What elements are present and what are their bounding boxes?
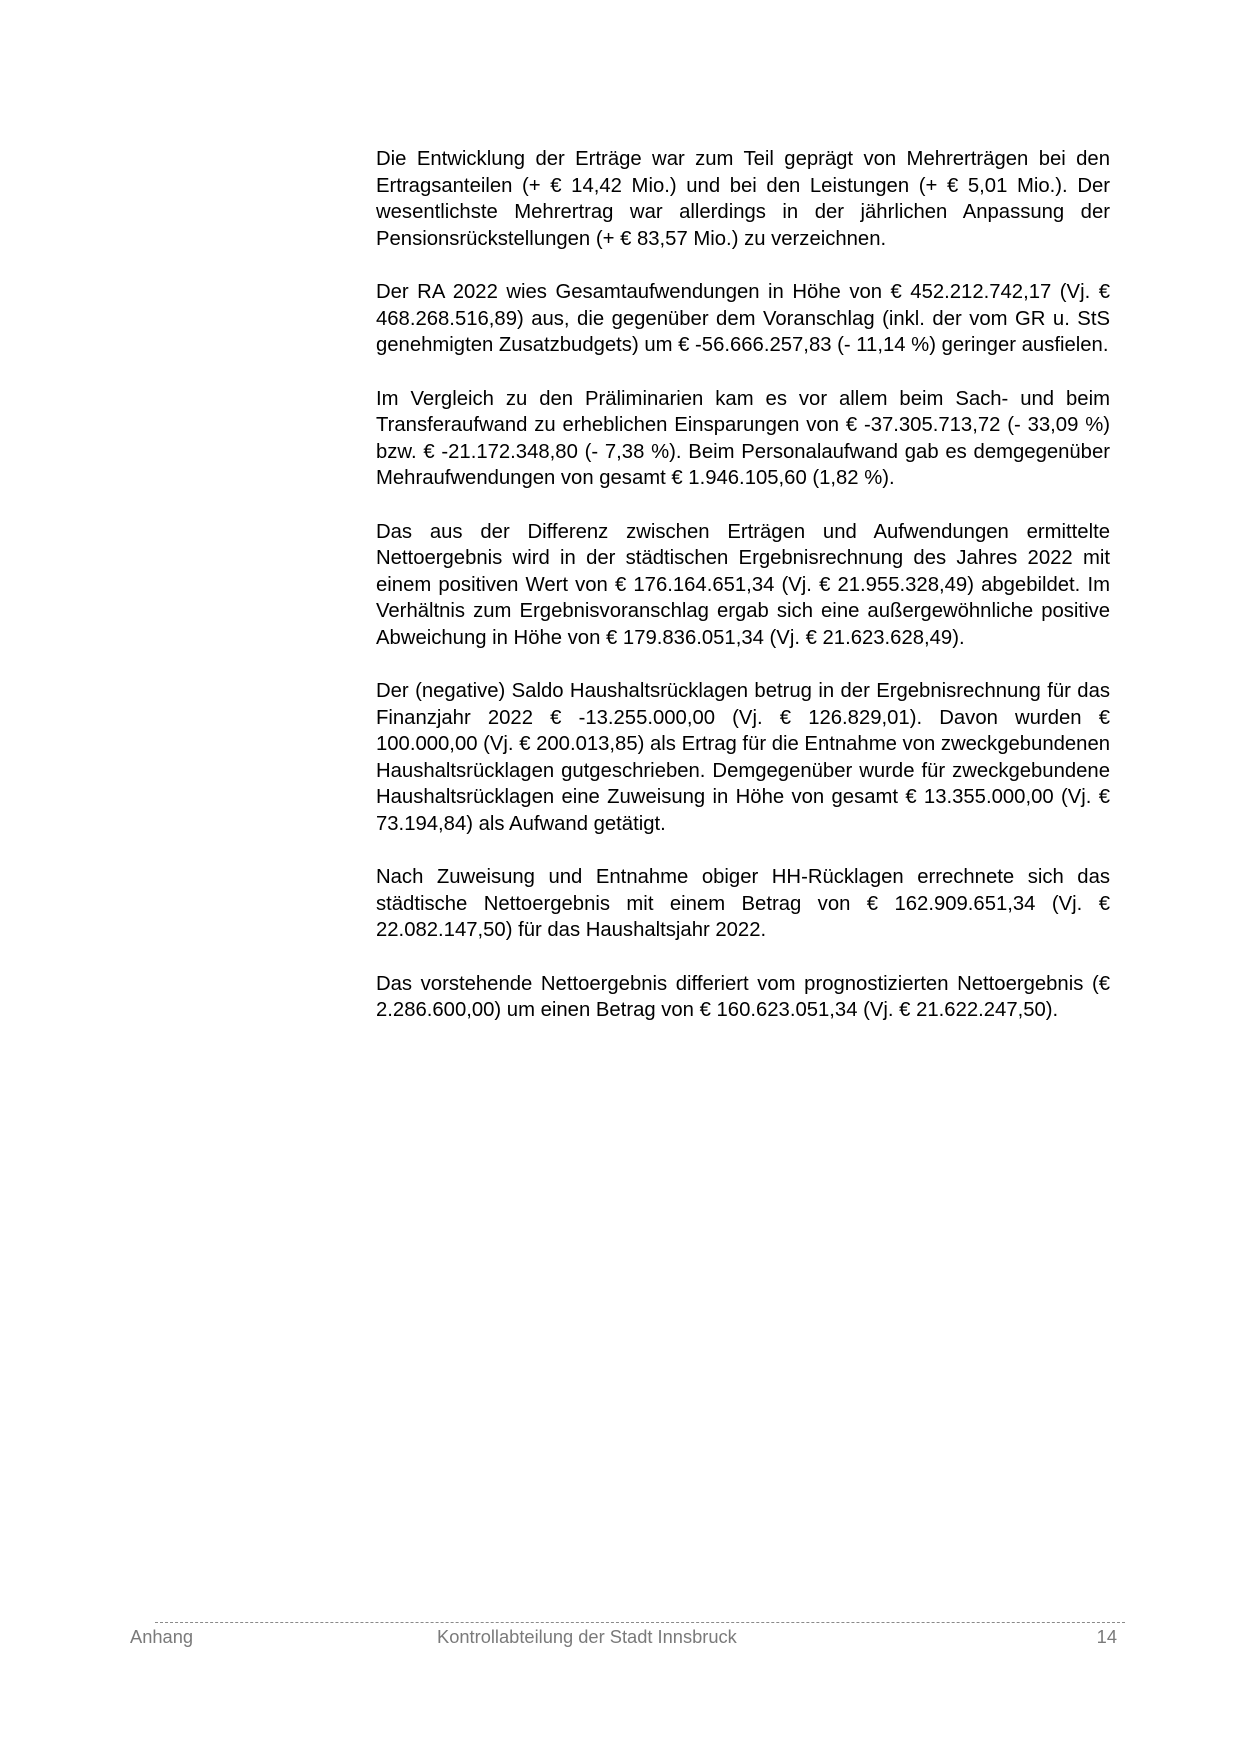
- footer-organization: Kontrollabteilung der Stadt Innsbruck: [437, 1626, 737, 1647]
- footer-divider: [155, 1622, 1125, 1623]
- paragraph-gesamtaufwendungen: Der RA 2022 wies Gesamtaufwendungen in Höhe von € 452.212.742,17 (Vj. € 468.268.516,89) aus, die gegenüber dem Voranschlag (inkl. der vom GR u. StS genehmigten Zusatzbudgets) um € -56.666.257,83 (- 11,14 %) geringer ausfielen.: [376, 281, 1110, 356]
- paragraph-ertraege: Die Entwicklung der Erträge war zum Teil geprägt von Mehrerträgen bei den Ertragsanteilen (+ € 14,42 Mio.) und bei den Leistungen (+ € 5,01 Mio.). Der wesentlichste Mehrertrag war allerdings in der jährlichen Anpassung der Pensionsrückstellungen (+ € 83,57 Mio.) zu verzeichnen.: [376, 148, 1110, 250]
- paragraph-prognose-abweichung: Das vorstehende Nettoergebnis differiert vom prognostizierten Nettoergebnis (€ 2.286.600,00) um einen Betrag von € 160.623.051,34 (Vj. € 21.622.247,50).: [376, 972, 1110, 1021]
- paragraph-haushaltsruecklagen: Der (negative) Saldo Haushaltsrücklagen betrug in der Ergebnisrechnung für das Finanzjahr 2022 € -13.255.000,00 (Vj. € 126.829,01). Davon wurden € 100.000,00 (Vj. € 200.013,85) als Ertrag für die Entnahme von zweckgebundenen Haushaltsrücklagen gutgeschrieben. Demgegenüber wurde für zweckgebundene Haushaltsrücklagen eine Zuweisung in Höhe von gesamt € 13.355.000,00 (Vj. € 73.194,84) als Aufwand getätigt.: [376, 680, 1110, 835]
- paragraph-nettoergebnis: Das aus der Differenz zwischen Erträgen und Aufwendungen ermittelte Nettoergebnis wird in der städtischen Ergebnisrechnung des Jahres 2022 mit einem positiven Wert von € 176.164.651,34 (Vj. € 21.955.328,49) abgebildet. Im Verhältnis zum Ergebnisvoranschlag ergab sich eine außergewöhnliche positive Abweichung in Höhe von € 179.836.051,34 (Vj. € 21.623.628,49).: [376, 520, 1110, 649]
- footer-section-label: Anhang: [130, 1626, 194, 1647]
- paragraph-nettoergebnis-nach-ruecklagen: Nach Zuweisung und Entnahme obiger HH-Rücklagen errechnete sich das städtische Nettoergebnis mit einem Betrag von € 162.909.651,34 (Vj. € 22.082.147,50) für das Haushaltsjahr 2022.: [376, 866, 1110, 941]
- paragraph-praeliminarien: Im Vergleich zu den Präliminarien kam es vor allem beim Sach- und beim Transferaufwand zu erheblichen Einsparungen von € -37.305.713,72 (- 33,09 %) bzw. € -21.172.348,80 (- 7,38 %). Beim Personalaufwand gab es demgegenüber Mehraufwendungen von gesamt € 1.946.105,60 (1,82 %).: [376, 387, 1110, 489]
- page-number: 14: [1096, 1626, 1117, 1647]
- document-body: [376, 146, 1110, 1051]
